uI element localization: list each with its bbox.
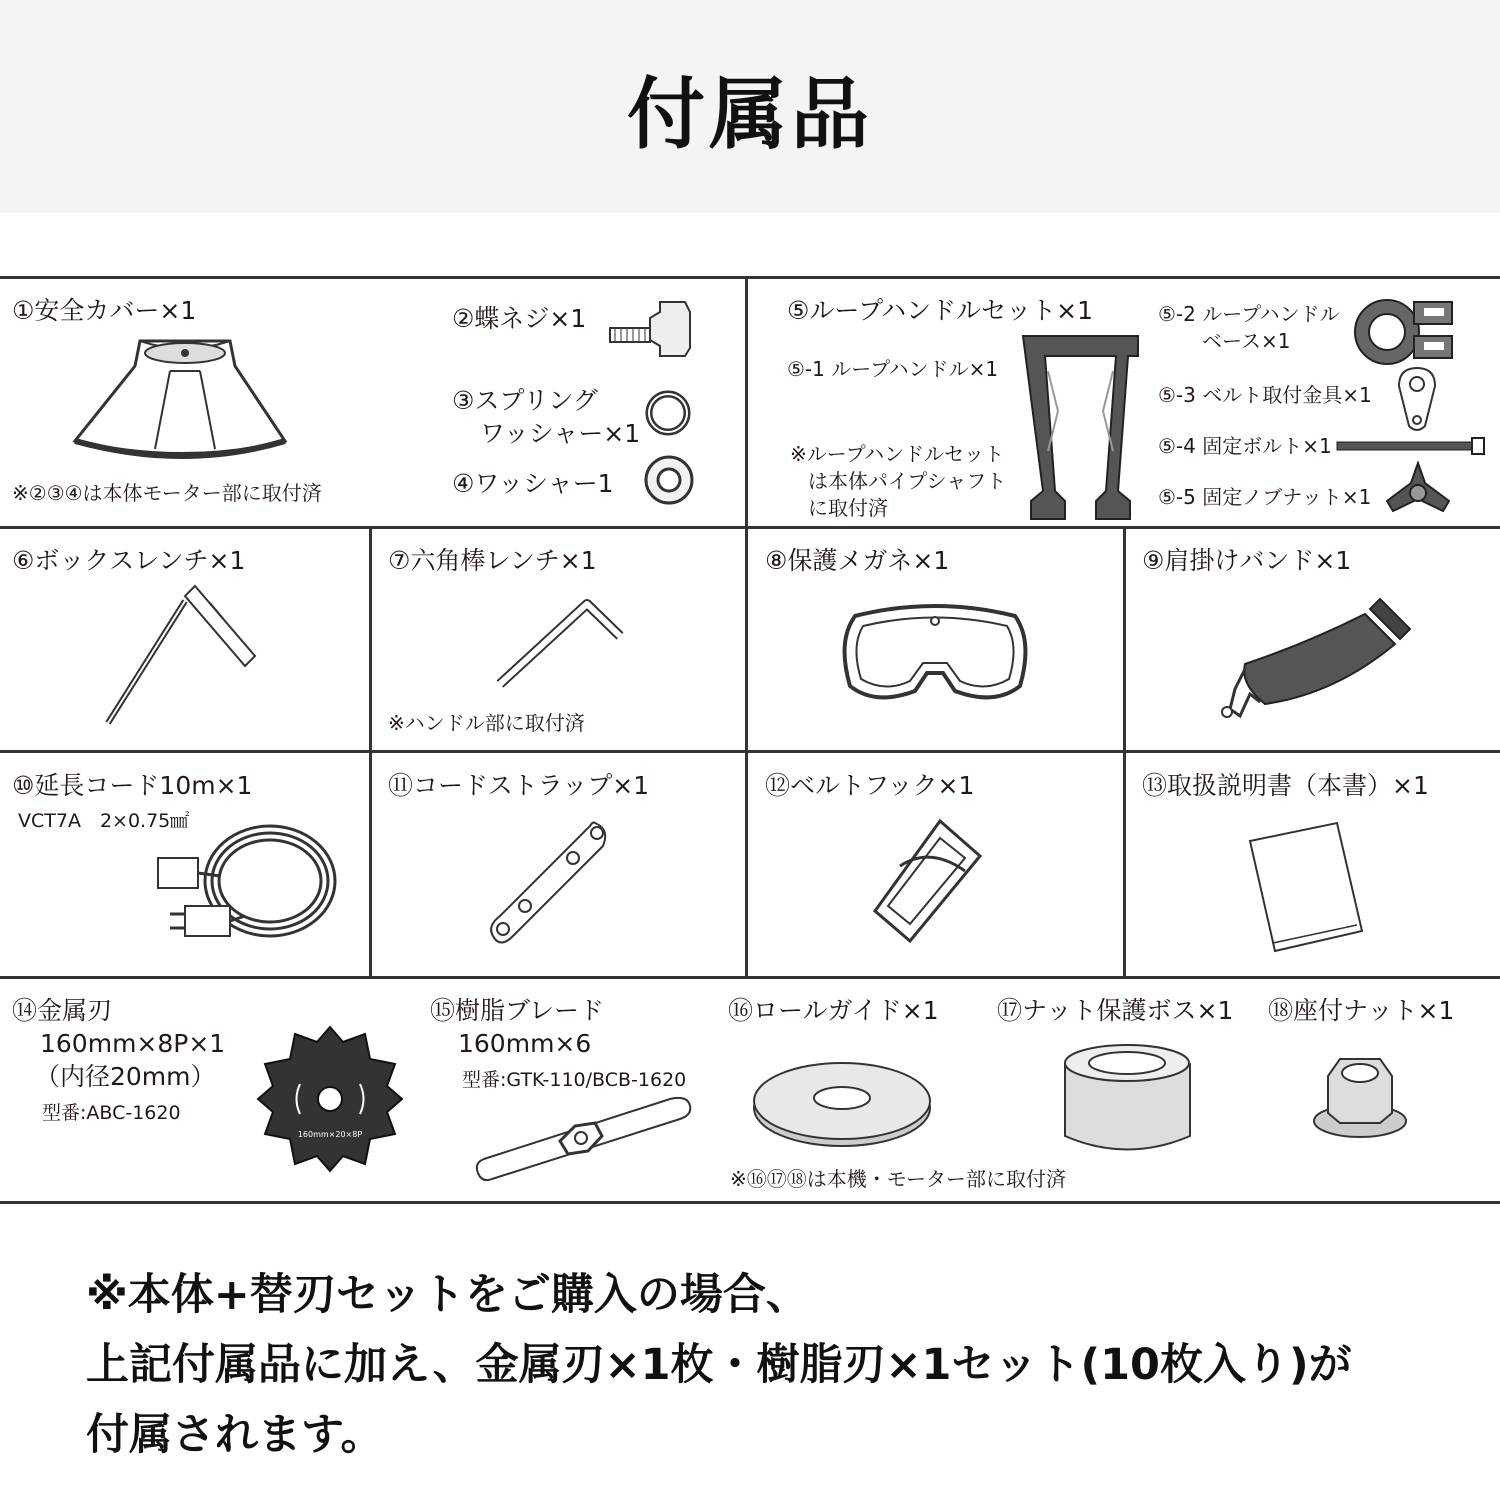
flange-nut-icon (1310, 1051, 1410, 1141)
item-12-label: ⑫ベルトフック×1 (765, 771, 975, 800)
item-10-spec: VCT7A 2×0.75㎟ (18, 810, 190, 832)
item-13-label: ⑬取扱説明書（本書）×1 (1142, 771, 1429, 800)
page-title: 付属品 (626, 70, 873, 160)
item-14-label: ⑭金属刃 (12, 996, 113, 1025)
loop-handle-icon (1018, 331, 1143, 521)
item-5-note-2: は本体パイプシャフト (808, 469, 1007, 493)
item-5-1-label: ⑤-1 ループハンドル×1 (787, 357, 999, 381)
grid-line (0, 976, 1500, 979)
item-3-label: ③スプリング (452, 386, 598, 415)
item-5-3-label: ⑤-3 ベルト取付金具×1 (1158, 383, 1372, 407)
safety-goggles-icon (835, 601, 1035, 711)
safety-cover-icon (70, 331, 300, 461)
item-3-label-2: ワッシャー×1 (480, 419, 641, 448)
resin-blade-icon (470, 1091, 695, 1186)
item-5-2-label: ⑤-2 ループハンドル (1158, 302, 1340, 326)
item-10-label: ⑩延長コード10m×1 (12, 771, 253, 800)
fixing-bolt-icon (1335, 436, 1487, 456)
item-5-5-label: ⑤-5 固定ノブナット×1 (1158, 485, 1372, 509)
grid-line (0, 1201, 1500, 1204)
spring-washer-icon (643, 388, 693, 438)
handle-base-icon (1352, 292, 1457, 372)
cord-strap-icon (485, 811, 620, 951)
item-9-label: ⑨肩掛けバンド×1 (1142, 546, 1352, 575)
knob-nut-icon (1383, 461, 1453, 521)
item-15-label: ⑮樹脂ブレード (430, 996, 605, 1025)
grid-line (1123, 526, 1126, 976)
item-8-label: ⑧保護メガネ×1 (765, 546, 950, 575)
item-15-model: 型番:GTK-110/BCB-1620 (462, 1069, 687, 1091)
item-14-inner: （内径20mm） (35, 1062, 216, 1091)
metal-blade-icon (255, 1024, 405, 1174)
item-5-2-label-2: ベース×1 (1202, 329, 1291, 353)
item-15-size: 160mm×6 (458, 1029, 592, 1058)
grid-line (0, 750, 1500, 753)
item-2-label: ②蝶ネジ×1 (452, 304, 587, 333)
grid-line (369, 526, 372, 976)
grid-line (0, 276, 1500, 279)
shoulder-band-icon (1215, 594, 1415, 724)
header-band (0, 0, 1500, 213)
washer-icon (642, 453, 696, 507)
item-4-label: ④ワッシャー1 (452, 469, 614, 498)
manual-icon (1245, 821, 1365, 956)
blade-size-text: 160mm×20×8P (297, 1130, 363, 1139)
purchase-note (86, 1260, 1466, 1470)
item-14-size: 160mm×8P×1 (40, 1029, 226, 1058)
item-1-note: ※②③④は本体モーター部に取付済 (12, 481, 322, 505)
extension-cord-icon (150, 816, 350, 956)
item-14-model: 型番:ABC-1620 (42, 1102, 181, 1124)
item-5-label: ⑤ループハンドルセット×1 (787, 296, 1094, 325)
purchase-note-line-2: 上記付属品に加え、金属刃×1枚・樹脂刃×1セット(10枚入り)が (86, 1340, 1352, 1390)
grid-line (745, 276, 748, 976)
item-18-label: ⑱座付ナット×1 (1268, 996, 1455, 1025)
item-17-label: ⑰ナット保護ボス×1 (997, 996, 1234, 1025)
item-7-label: ⑦六角棒レンチ×1 (388, 546, 597, 575)
item-11-label: ⑪コードストラップ×1 (388, 771, 650, 800)
box-wrench-icon (100, 581, 270, 731)
item-16-label: ⑯ロールガイド×1 (728, 996, 939, 1025)
accessory-grid (0, 276, 1500, 1204)
item-1-label: ①安全カバー×1 (12, 296, 197, 325)
item-5-note-3: に取付済 (808, 496, 888, 520)
item-7-note: ※ハンドル部に取付済 (388, 711, 585, 735)
belt-hook-icon (870, 816, 985, 946)
purchase-note-line-1: ※本体+替刃セットをご購入の場合、 (86, 1270, 809, 1320)
item-5-4-label: ⑤-4 固定ボルト×1 (1158, 434, 1332, 458)
belt-bracket-icon (1395, 364, 1439, 434)
wing-screw-icon (605, 298, 700, 358)
hex-wrench-icon (492, 596, 627, 691)
grid-line (0, 526, 1500, 529)
roll-guide-icon (750, 1056, 935, 1151)
bottom-row-note: ※⑯⑰⑱は本機・モーター部に取付済 (730, 1167, 1066, 1191)
nut-boss-icon (1060, 1041, 1195, 1156)
purchase-note-line-3: 付属されます。 (86, 1410, 384, 1460)
item-5-note-1: ※ループハンドルセット (790, 442, 1005, 466)
item-6-label: ⑥ボックスレンチ×1 (12, 546, 246, 575)
